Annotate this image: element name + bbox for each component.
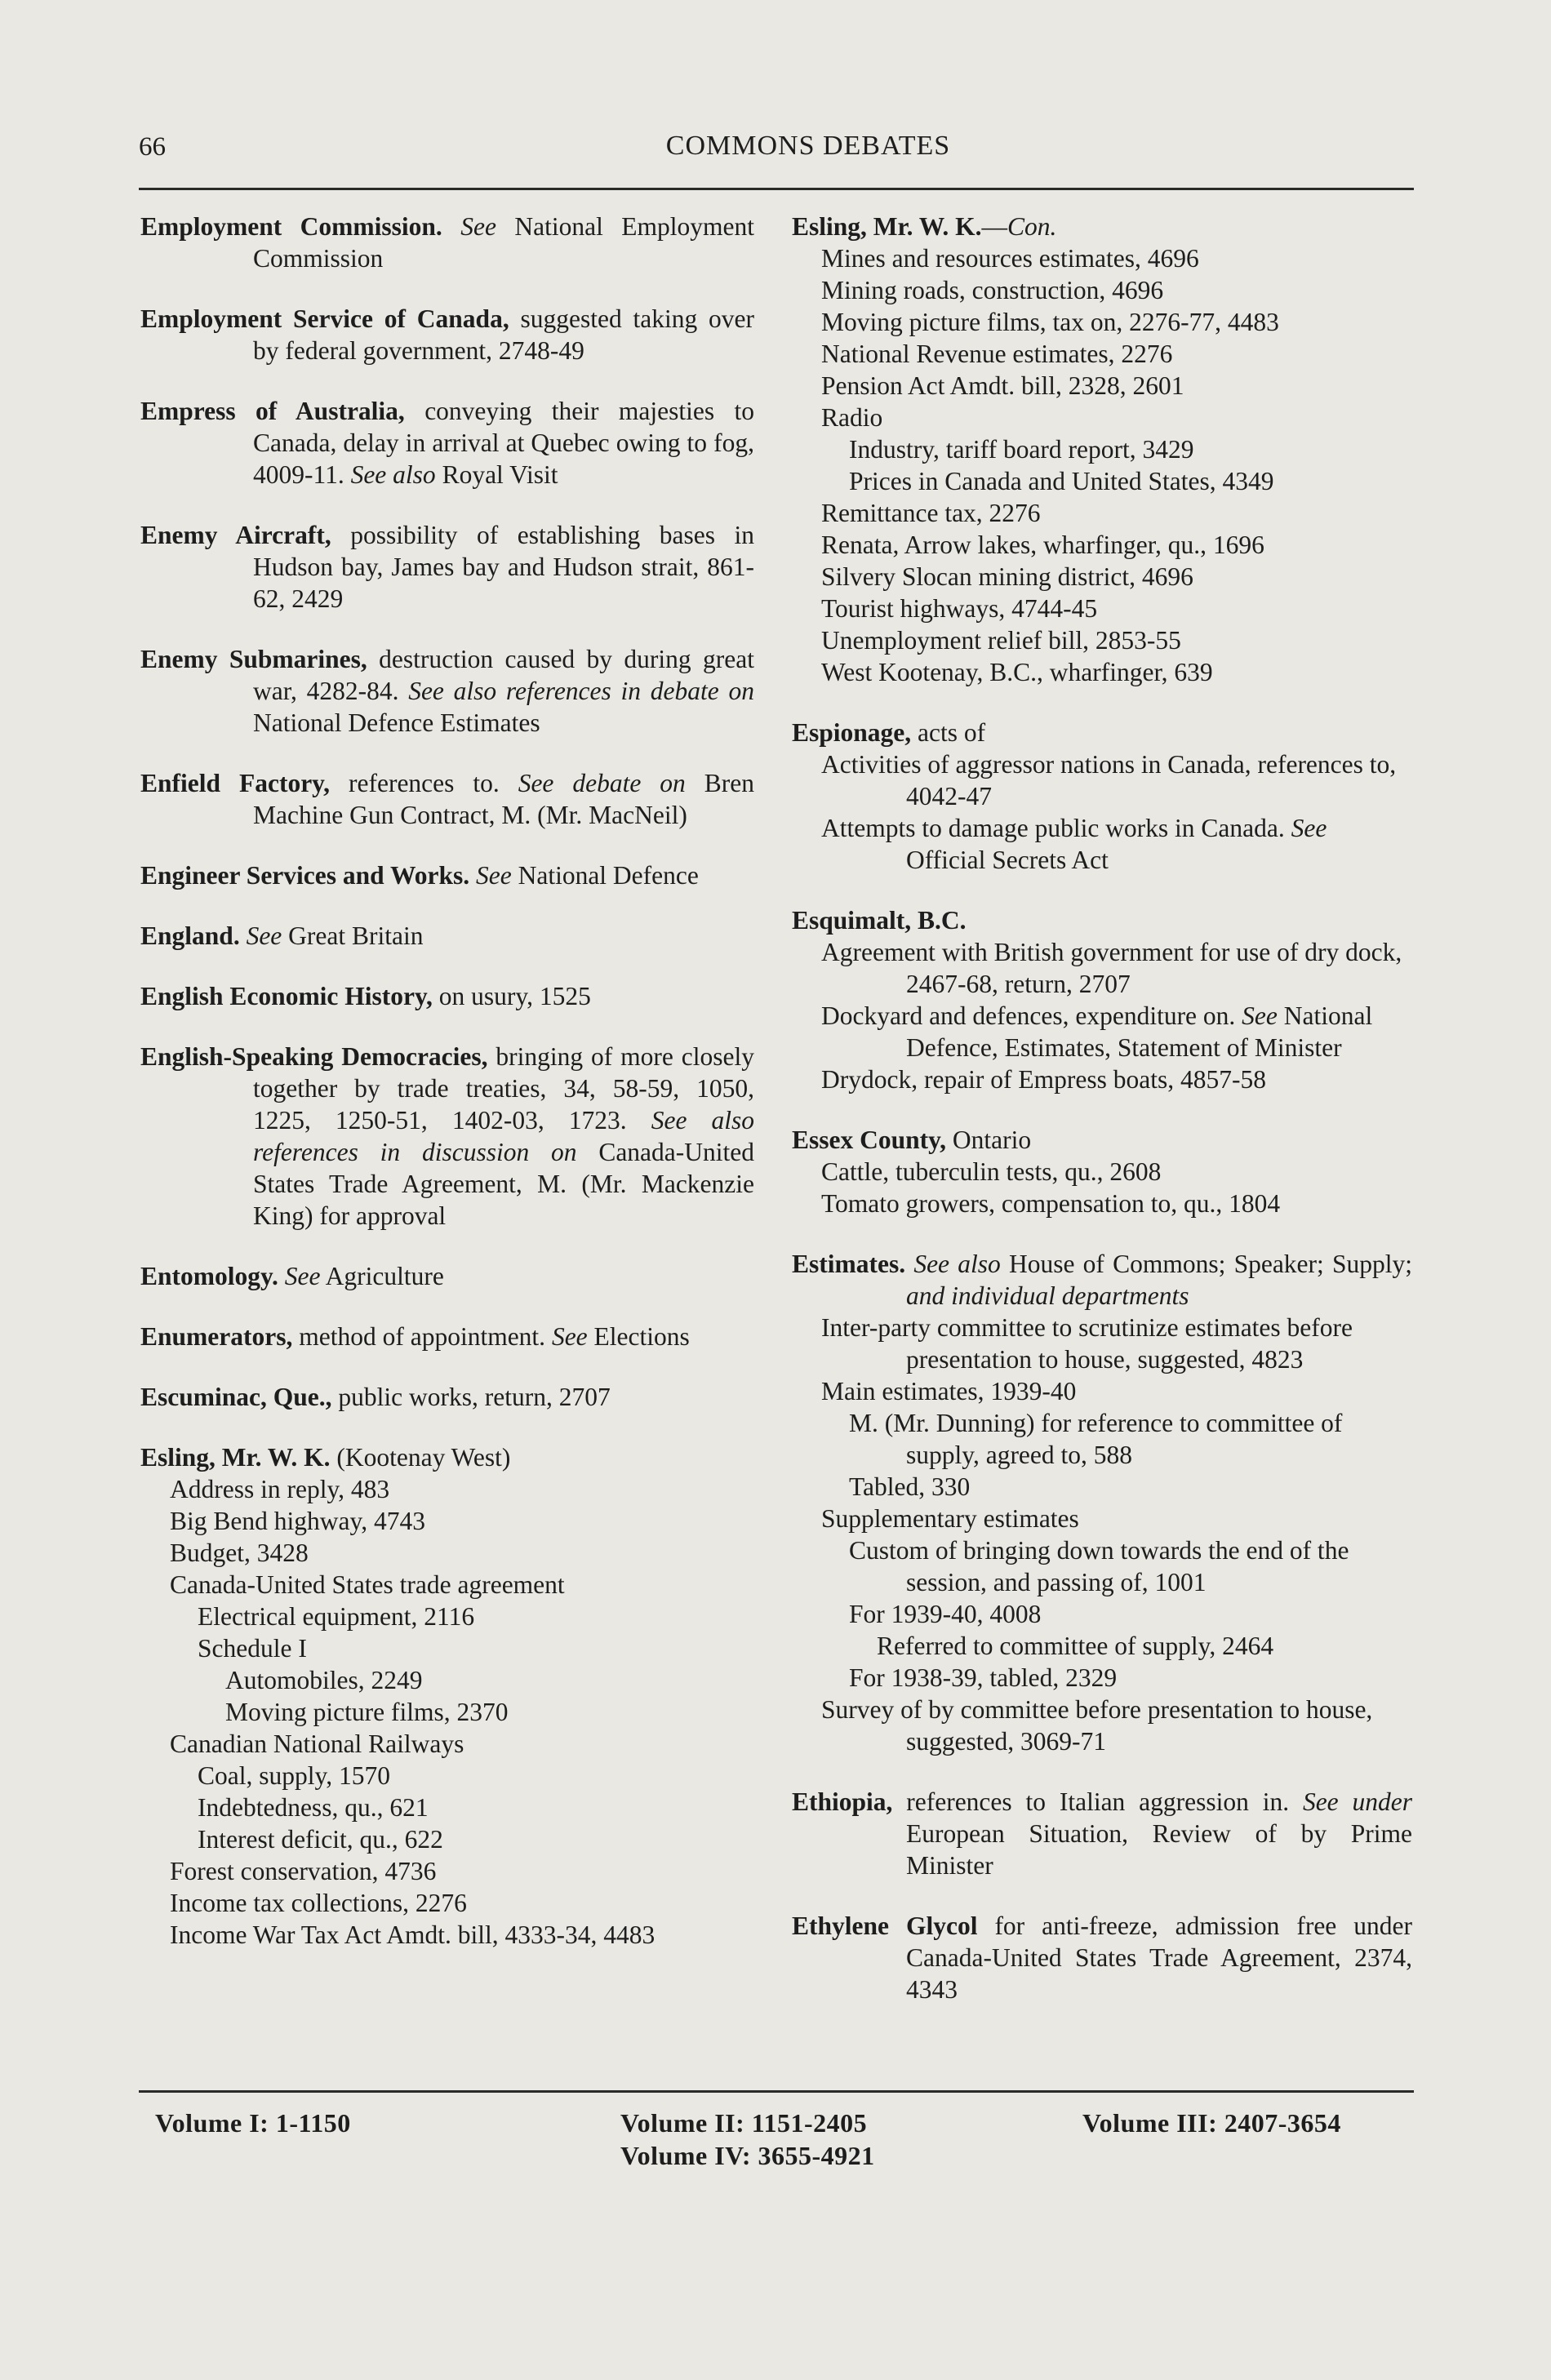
sub-entry: Mines and resources estimates, 4696: [821, 244, 1199, 273]
volume-range: Volume I: 1-1150: [155, 2108, 351, 2138]
sub-entry: Moving picture films, 2370: [225, 1698, 509, 1726]
sub-entry: Remittance tax, 2276: [821, 499, 1041, 527]
index-entry-group: [792, 904, 1412, 1095]
sub-entry: Inter-party committee to scrutinize estimates before presentation to house, suggested, 4823: [821, 1313, 1353, 1374]
sub-entry: Indebtedness, qu., 621: [198, 1793, 429, 1822]
volume-range: Volume IV: 3655-4921: [620, 2141, 875, 2170]
sub-entry: Agreement with British government for use of dry dock, 2467-68, return, 2707: [821, 938, 1402, 998]
index-entry: Espionage, acts of: [792, 718, 986, 747]
sub-entry: Canada-United States trade agreement: [170, 1570, 565, 1599]
sub-entry: Address in reply, 483: [170, 1475, 390, 1503]
index-entry: Esling, Mr. W. K.—Con.: [792, 212, 1057, 241]
sub-entry: Forest conservation, 4736: [170, 1857, 437, 1885]
sub-entry: Moving picture films, tax on, 2276-77, 4483: [821, 308, 1279, 336]
top-rule: [139, 188, 1414, 190]
index-entry-group: [792, 211, 1412, 688]
sub-entry: Automobiles, 2249: [225, 1666, 423, 1694]
index-entry: Engineer Services and Works. See National Defence: [140, 861, 699, 890]
index-entry-group: [792, 717, 1412, 876]
sub-entry: Tabled, 330: [849, 1472, 971, 1501]
sub-entry: Prices in Canada and United States, 4349: [849, 467, 1274, 495]
sub-entry: Interest deficit, qu., 622: [198, 1825, 443, 1854]
sub-entry: M. (Mr. Dunning) for reference to committee of supply, agreed to, 588: [849, 1409, 1343, 1469]
index-entry: Essex County, Ontario: [792, 1126, 1032, 1154]
sub-entry: Dockyard and defences, expenditure on. See National Defence, Estimates, Statement of Minister: [821, 1001, 1373, 1062]
sub-entry: Referred to committee of supply, 2464: [877, 1632, 1274, 1660]
sub-entry: Canadian National Railways: [170, 1729, 464, 1758]
sub-entry: Radio: [821, 403, 883, 432]
sub-entry: Income War Tax Act Amdt. bill, 4333-34, 4483: [170, 1920, 656, 1949]
volume-range: Volume III: 2407-3654: [1082, 2108, 1341, 2138]
index-entry: Employment Commission. See National Employment Commission: [140, 212, 754, 273]
sub-entry: Mining roads, construction, 4696: [821, 276, 1164, 304]
sub-entry: Budget, 3428: [170, 1539, 309, 1567]
sub-entry: Supplementary estimates: [821, 1504, 1079, 1533]
sub-entry: Activities of aggressor nations in Canada, references to, 4042-47: [821, 750, 1397, 810]
page-number: 66: [139, 132, 166, 162]
sub-entry: Survey of by committee before presentation to house, suggested, 3069-71: [821, 1695, 1373, 1756]
index-entry: Ethiopia, references to Italian aggression in. See under European Situation, Review of by Prime Minister: [792, 1787, 1413, 1880]
sub-entry: Silvery Slocan mining district, 4696: [821, 562, 1193, 591]
index-entry: Escuminac, Que., public works, return, 2707: [140, 1383, 611, 1411]
index-entry: Ethylene Glycol for anti-freeze, admission free under Canada-United States Trade Agreement, 2374, 4343: [792, 1912, 1412, 2004]
left-column: [140, 211, 754, 1979]
index-entry: Estimates. See also House of Commons; Speaker; Supply; and individual departments: [792, 1250, 1412, 1310]
index-entry: Esling, Mr. W. K. (Kootenay West): [140, 1443, 511, 1472]
index-entry: Enemy Submarines, destruction caused by during great war, 4282-84. See also references in debate on National Defence Estimates: [140, 645, 754, 737]
index-entry: Enumerators, method of appointment. See Elections: [140, 1322, 690, 1351]
index-entry-group: [792, 1248, 1412, 1757]
sub-entry: Big Bend highway, 4743: [170, 1507, 425, 1535]
index-entry: English-Speaking Democracies, bringing of more closely together by trade treaties, 34, 58-59, 1050, 1225, 1250-51, 1402-03, 1723. See also references in discussion on Canada-United States Trade Agreement, M. (Mr. Mackenzie King) for approval: [140, 1042, 754, 1230]
sub-entry: Industry, tariff board report, 3429: [849, 435, 1194, 464]
index-entry: Enfield Factory, references to. See debate on Bren Machine Gun Contract, M. (Mr. MacNeil): [140, 769, 754, 829]
index-entry: Employment Service of Canada, suggested taking over by federal government, 2748-49: [140, 304, 754, 365]
sub-entry: Pension Act Amdt. bill, 2328, 2601: [821, 371, 1184, 400]
running-head: COMMONS DEBATES: [665, 131, 951, 161]
sub-entry: National Revenue estimates, 2276: [821, 340, 1173, 368]
sub-entry: Attempts to damage public works in Canada. See Official Secrets Act: [821, 814, 1327, 874]
sub-entry: For 1938-39, tabled, 2329: [849, 1663, 1118, 1692]
sub-entry: Custom of bringing down towards the end of the session, and passing of, 1001: [849, 1536, 1349, 1596]
index-entry: English Economic History, on usury, 1525: [140, 982, 591, 1010]
index-entry: Empress of Australia, conveying their majesties to Canada, delay in arrival at Quebec owing to fog, 4009-11. See also Royal Visit: [140, 397, 754, 489]
sub-entry: Cattle, tuberculin tests, qu., 2608: [821, 1157, 1162, 1186]
sub-entry: Unemployment relief bill, 2853-55: [821, 626, 1181, 655]
index-entry-group: [792, 1124, 1412, 1219]
sub-entry: Main estimates, 1939-40: [821, 1377, 1077, 1405]
index-entry: Enemy Aircraft, possibility of establishing bases in Hudson bay, James bay and Hudson strait, 861-62, 2429: [140, 521, 754, 613]
sub-entry: Renata, Arrow lakes, wharfinger, qu., 1696: [821, 531, 1264, 559]
sub-entry: West Kootenay, B.C., wharfinger, 639: [821, 658, 1213, 686]
sub-entry: For 1939-40, 4008: [849, 1600, 1042, 1628]
sub-entry: Drydock, repair of Empress boats, 4857-58: [821, 1065, 1266, 1094]
index-entry: Entomology. See Agriculture: [140, 1262, 444, 1290]
index-entry: Esquimalt, B.C.: [792, 906, 967, 935]
bottom-rule: [139, 2090, 1414, 2093]
index-entry: England. See Great Britain: [140, 921, 424, 950]
sub-entry: Tourist highways, 4744-45: [821, 594, 1098, 623]
sub-entry: Tomato growers, compensation to, qu., 1804: [821, 1189, 1281, 1218]
right-column: [792, 211, 1412, 2034]
index-entry-group: [140, 1441, 754, 1951]
volume-range: Volume II: 1151-2405: [620, 2108, 868, 2138]
sub-entry: Schedule I: [198, 1634, 307, 1663]
sub-entry: Coal, supply, 1570: [198, 1761, 390, 1790]
sub-entry: Income tax collections, 2276: [170, 1889, 467, 1917]
sub-entry: Electrical equipment, 2116: [198, 1602, 475, 1631]
